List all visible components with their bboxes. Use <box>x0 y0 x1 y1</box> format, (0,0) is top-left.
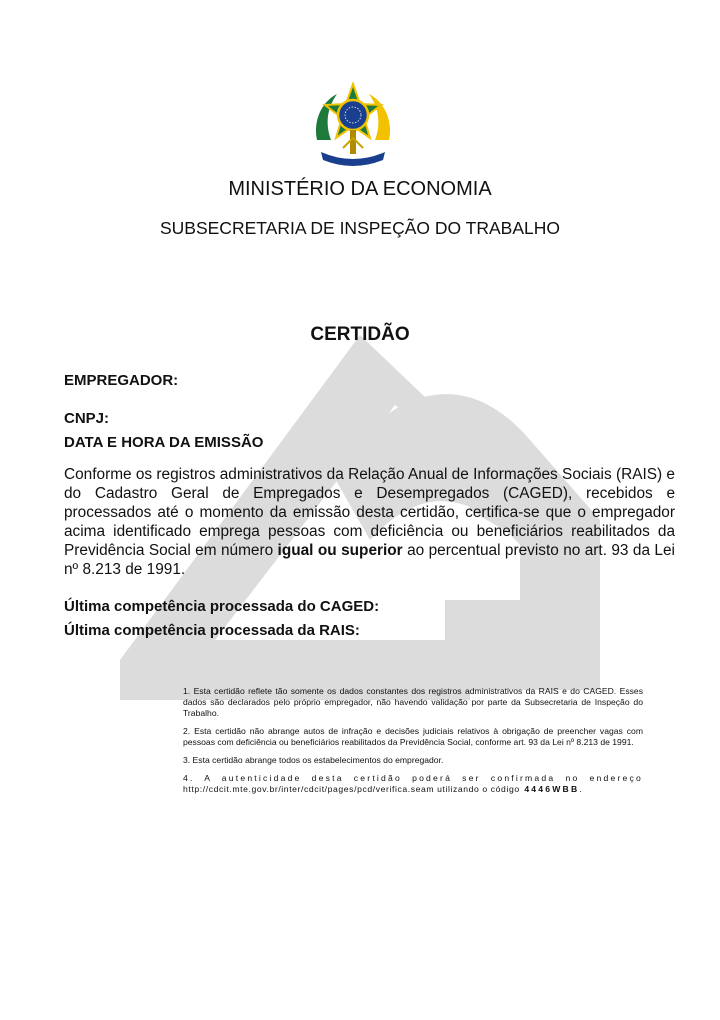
footnotes <box>183 686 643 802</box>
body-text-bold: igual ou superior <box>277 542 403 559</box>
brazil-coat-of-arms-icon <box>303 78 403 178</box>
certificate-body <box>64 465 675 579</box>
caged-competencia-label: Última competência processada do CAGED: <box>64 598 380 615</box>
verification-code: 4446WBB <box>524 784 580 794</box>
note-4 <box>183 773 643 795</box>
empregador-label: EMPREGADOR: <box>64 372 179 389</box>
body-text-part2: ao percentual previsto no art. 93 da Lei nº 8.213 de 1991. <box>64 542 675 578</box>
body-text-part1: Conforme os registros administrativos da Relação Anual de Informações Sociais (RAIS) e do Cadastro Geral de Empregados e Desempregados (CAGED), recebidos e processados até o momento da emissão desta certidão, certifica-se que o empregador acima identificado emprega pessoas com deficiência ou beneficiários reabilitados da Previdência Social em número <box>64 466 675 559</box>
verification-url: http://cdcit.mte.gov.br/inter/cdcit/pages/pcd/verifica.seam utilizando o código <box>183 784 520 794</box>
note-4-end: . <box>579 784 584 794</box>
ministry-title: MINISTÉRIO DA ECONOMIA <box>228 178 492 200</box>
data-hora-label: DATA E HORA DA EMISSÃO <box>64 434 264 451</box>
note-1: 1. Esta certidão reflete tão somente os dados constantes dos registros administrativos da RAIS e do CAGED. Esses dados são declarados pelo próprio empregador, não havendo validação por parte da Subsecretaria de Inspeção do Trabalho. <box>183 686 643 718</box>
certificate-title: CERTIDÃO <box>310 324 410 345</box>
note-2: 2. Esta certidão não abrange autos de infração e decisões judiciais relativos à obrigação de preencher vagas com pessoas com deficiência ou beneficiários reabilitados da Previdência Social, conforme art. 93 da Lei nº 8.213 de 1991. <box>183 726 643 747</box>
rais-competencia-label: Última competência processada da RAIS: <box>64 622 360 639</box>
cnpj-label: CNPJ: <box>64 410 110 427</box>
note-3: 3. Esta certidão abrange todos os estabelecimentos do empregador. <box>183 755 444 765</box>
subsecretaria-title: SUBSECRETARIA DE INSPEÇÃO DO TRABALHO <box>159 218 560 238</box>
note-4-text: 4. A autenticidade desta certidão poderá ser confirmada no endereço <box>183 773 643 783</box>
